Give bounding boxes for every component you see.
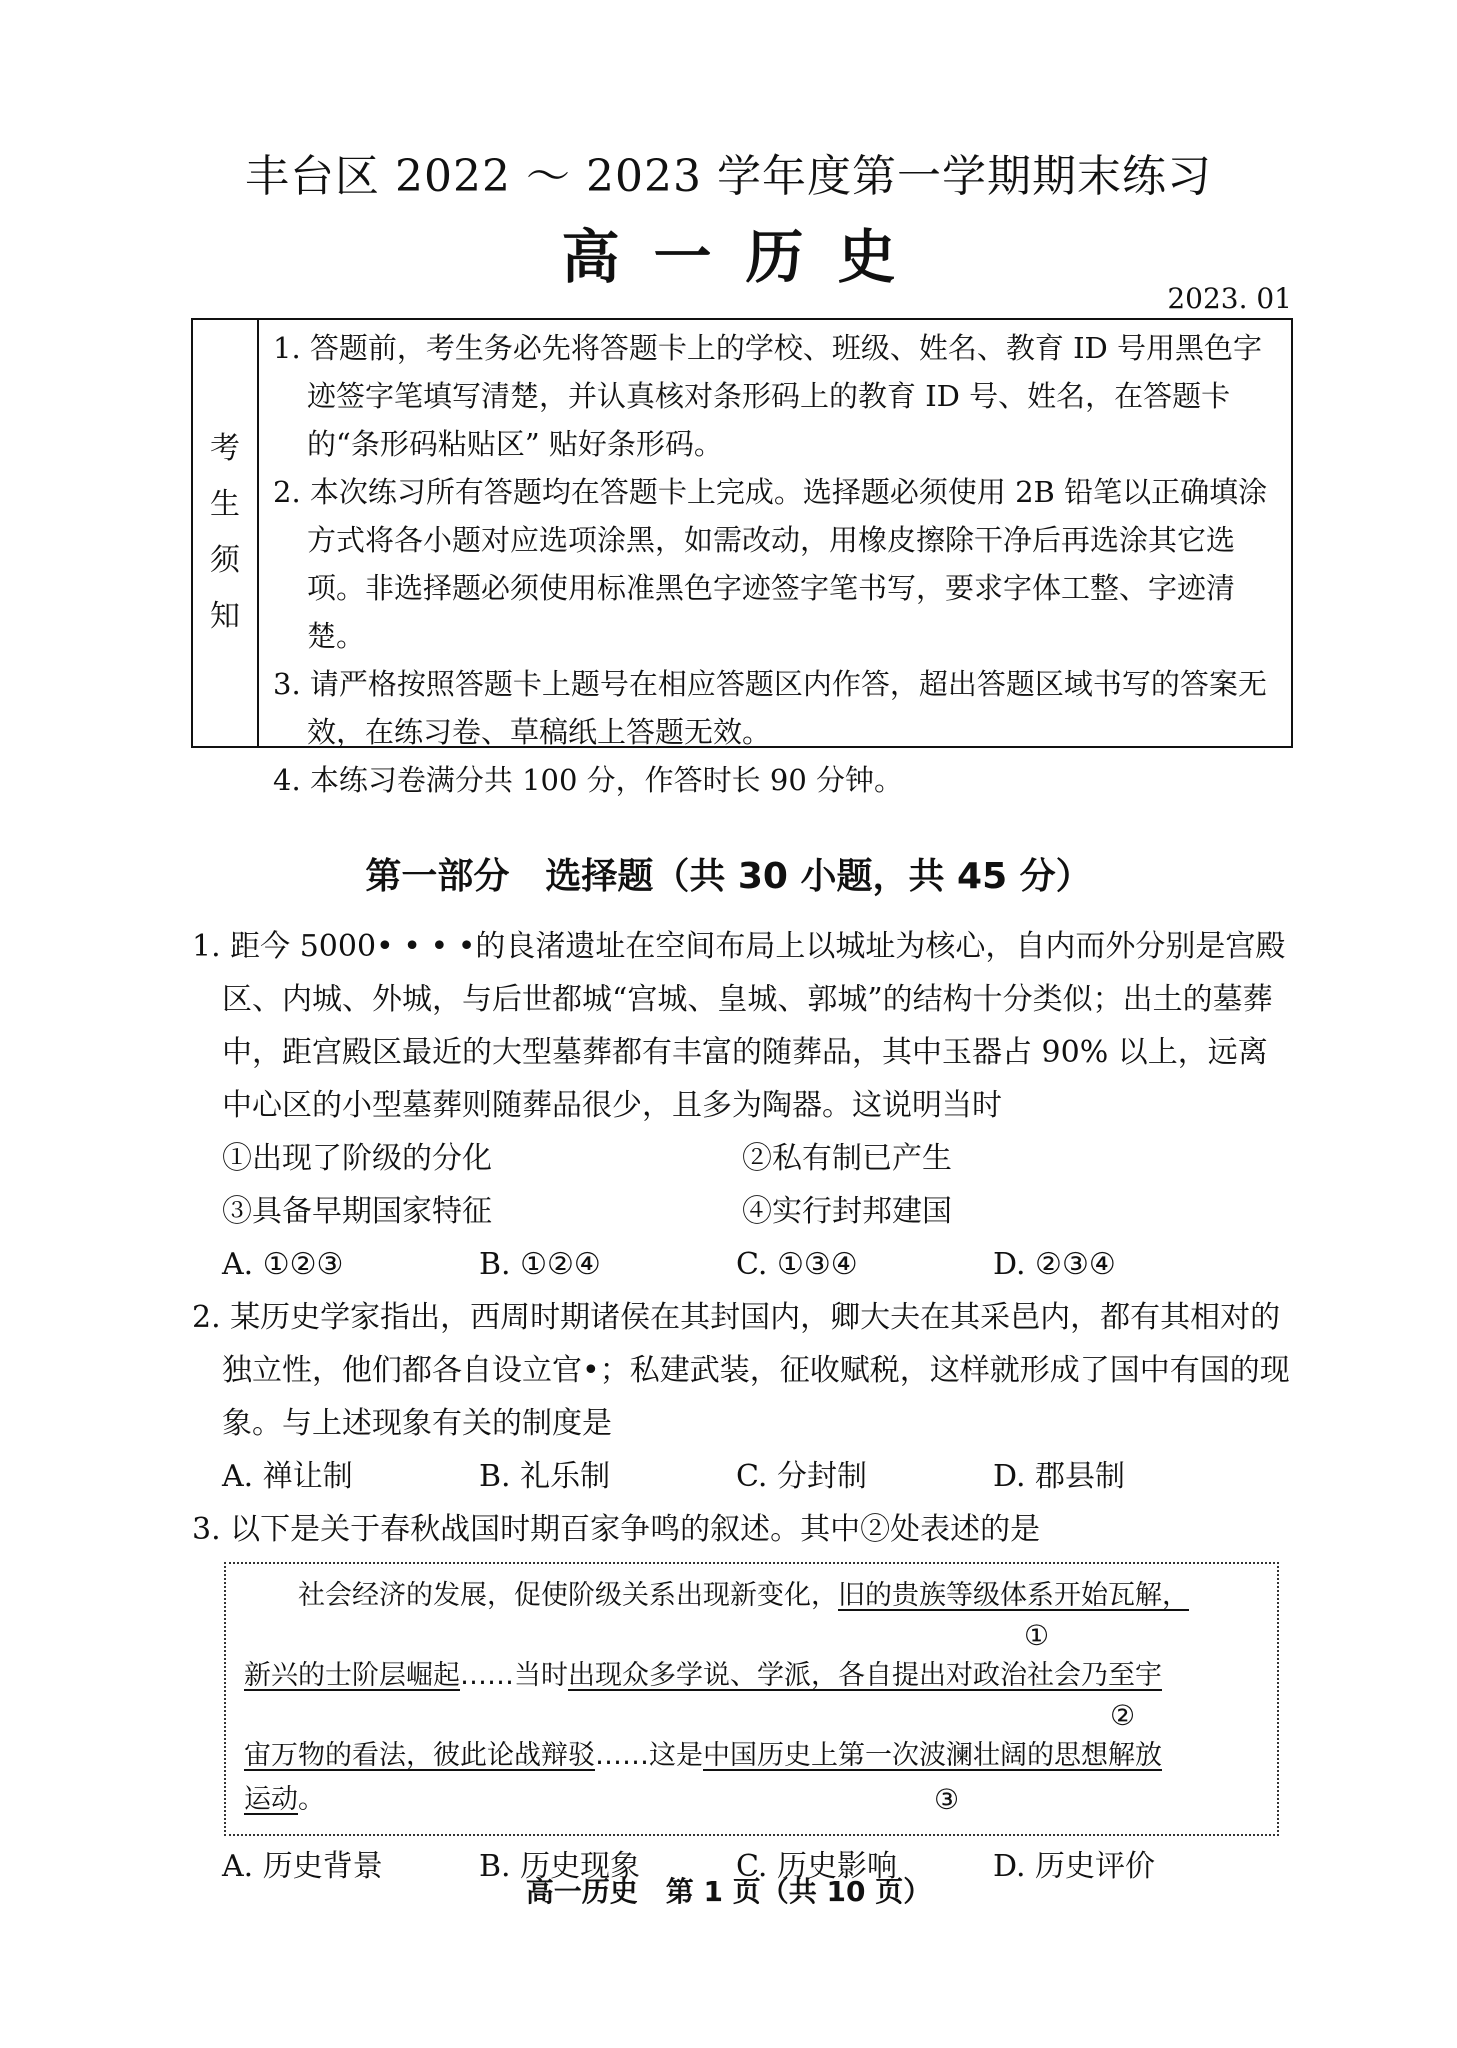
question-list: [192, 920, 1294, 1893]
excerpt-text: ……这是: [595, 1740, 703, 1771]
option-a: A. 禅让制: [222, 1459, 353, 1494]
option-d: D. ②③④: [993, 1247, 1116, 1282]
excerpt-underlined-3: 中国历史上第一次波澜壮阔的思想解放: [703, 1740, 1162, 1771]
option-b: B. ①②④: [479, 1247, 601, 1282]
excerpt-text: 社会经济的发展，促使阶级关系出现新变化，: [298, 1580, 838, 1611]
option-b: B. 历史现象: [479, 1849, 641, 1884]
excerpt-line: [244, 1574, 1259, 1618]
option-b: B. 礼乐制: [479, 1459, 611, 1494]
excerpt-marker-row: [244, 1698, 1259, 1734]
excerpt-underlined-3: 运动: [244, 1784, 298, 1815]
question-2-stem: 2. 某历史学家指出，西周时期诸侯在其封国内，卿大夫在其采邑内，都有其相对的独立性，他们都各自设立官•；私建武装，征收赋税，这样就形成了国中有国的现象。与上述现象有关的制度是: [192, 1300, 1290, 1441]
excerpt-line: [244, 1654, 1259, 1698]
exam-date: 2023. 01: [1167, 282, 1292, 315]
marker-3: ③: [934, 1783, 960, 1816]
page-footer: 高一历史 第 1 页（共 10 页）: [525, 1875, 932, 1908]
excerpt-underlined-1: 新兴的士阶层崛起: [244, 1660, 460, 1691]
statement: ①出现了阶级的分化: [222, 1141, 492, 1176]
excerpt-line: [244, 1778, 1259, 1822]
notice-label-char: 考: [210, 431, 240, 466]
notice-item: 2. 本次练习所有答题均在答题卡上完成。选择题必须使用 2B 铅笔以正确填涂方式将各小题对应选项涂黑，如需改动，用橡皮擦除干净后再选涂其它选项。非选择题必须使用标准黑色字迹签字笔书写，要求字体工整、字迹清楚。: [273, 475, 1268, 653]
statement: ②私有制已产生: [742, 1141, 952, 1176]
excerpt-underlined-1: 旧的贵族等级体系开始瓦解，: [838, 1580, 1189, 1611]
notice-label-char: 知: [210, 599, 240, 634]
marker-2: ②: [1110, 1699, 1136, 1732]
question-1-stem: 1. 距今 5000• • • •的良渚遗址在空间布局上以城址为核心，自内而外分别是宫殿区、内城、外城，与后世都城“宫城、皇城、郭城”的结构十分类似；出土的墓葬中，距宫殿区最近的大型墓葬都有丰富的随葬品，其中玉器占 90% 以上，远离中心区的小型墓葬则随葬品很少，且多为陶器。这说明当时: [192, 929, 1286, 1123]
question-1-options: [192, 1238, 1294, 1291]
question-1-statements: [192, 1132, 1294, 1185]
option-a: A. ①②③: [222, 1247, 344, 1282]
option-c: C. 分封制: [736, 1459, 867, 1494]
subject-title: 高一历史: [561, 223, 930, 291]
option-c: C. 历史影响: [736, 1849, 897, 1884]
notice-label-char: 须: [210, 543, 240, 578]
question-1-statements: [192, 1185, 1294, 1238]
notice-item: 1. 答题前，考生务必先将答题卡上的学校、班级、姓名、教育 ID 号用黑色字迹签字笔填写清楚，并认真核对条形码上的教育 ID 号、姓名，在答题卡的“条形码粘贴区” 贴好条形码。: [273, 331, 1263, 461]
question-3-excerpt-box: [224, 1562, 1279, 1836]
option-d: D. 历史评价: [993, 1849, 1156, 1884]
statement: ③具备早期国家特征: [222, 1194, 492, 1229]
excerpt-underlined-2: 宙万物的看法，彼此论战辩驳: [244, 1740, 595, 1771]
excerpt-text: 。: [298, 1784, 325, 1815]
notice-list: [259, 320, 1291, 797]
notice-item: 3. 请严格按照答题卡上题号在相应答题区内作答，超出答题区域书写的答案无效，在练习卷、草稿纸上答题无效。: [273, 667, 1267, 749]
candidate-notice-box: [191, 318, 1293, 797]
question-2-options: [192, 1450, 1294, 1503]
notice-label-char: 生: [210, 487, 240, 522]
section-title: 第一部分 选择题（共 30 小题，共 45 分）: [365, 856, 1092, 897]
option-a: A. 历史背景: [222, 1849, 383, 1884]
notice-label: [193, 320, 259, 746]
question-3-stem: 3. 以下是关于春秋战国时期百家争鸣的叙述。其中②处表述的是: [192, 1512, 1041, 1547]
excerpt-marker-row: [244, 1618, 1259, 1654]
option-c: C. ①③④: [736, 1247, 858, 1282]
exam-title: 丰台区 2022 ～ 2023 学年度第一学期期末练习: [245, 151, 1212, 202]
option-d: D. 郡县制: [993, 1459, 1126, 1494]
marker-1: ①: [1024, 1619, 1050, 1652]
notice-item: 4. 本练习卷满分共 100 分，作答时长 90 分钟。: [273, 763, 904, 797]
excerpt-underlined-2: 出现众多学说、学派，各自提出对政治社会乃至宇: [568, 1660, 1162, 1691]
excerpt-line: [244, 1734, 1259, 1778]
excerpt-text: ……当时: [460, 1660, 568, 1691]
statement: ④实行封邦建国: [742, 1194, 952, 1229]
